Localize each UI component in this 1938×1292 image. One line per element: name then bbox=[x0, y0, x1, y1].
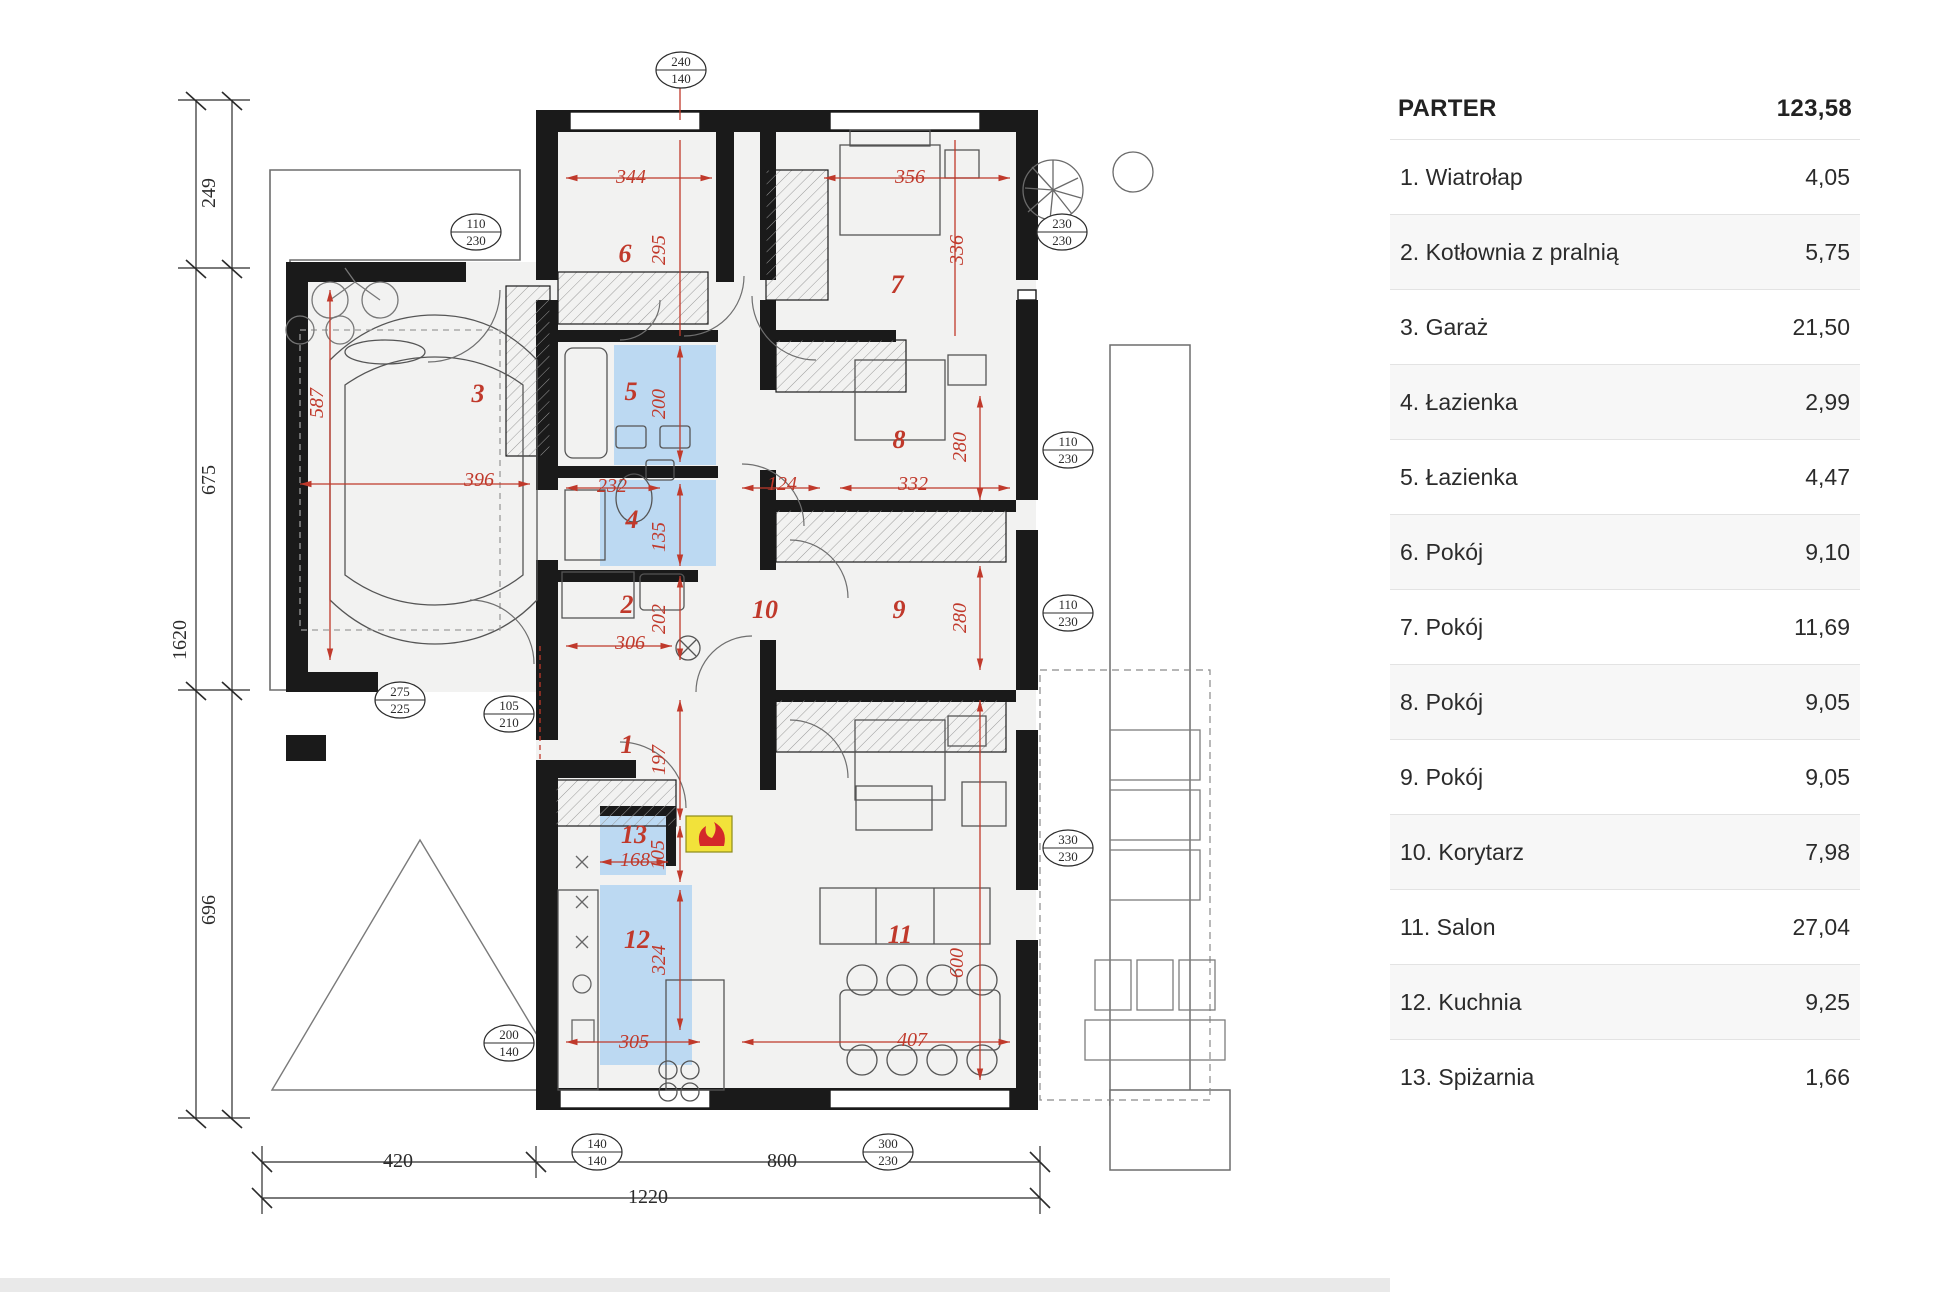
external-dimension-label: 800 bbox=[767, 1150, 797, 1172]
schedule-row bbox=[1390, 1039, 1860, 1114]
dimension-label: 396 bbox=[464, 469, 494, 491]
marker-top-value: 275 bbox=[390, 684, 410, 699]
schedule-row bbox=[1390, 589, 1860, 664]
marker-bottom-value: 230 bbox=[1052, 233, 1072, 248]
room-number: 7 bbox=[890, 270, 904, 299]
opening-marker bbox=[484, 1025, 534, 1061]
dimension-label: 280 bbox=[949, 603, 971, 633]
external-dimension-label: 249 bbox=[198, 178, 220, 208]
room-area: 9,25 bbox=[1805, 988, 1850, 1015]
marker-top-value: 300 bbox=[878, 1136, 898, 1151]
room-name: 5. Łazienka bbox=[1400, 463, 1518, 490]
dimension-label: 324 bbox=[648, 945, 670, 975]
dimension-label: 197 bbox=[648, 745, 670, 775]
room-name: 2. Kotłownia z pralnią bbox=[1400, 238, 1619, 265]
room-name: 12. Kuchnia bbox=[1400, 988, 1522, 1015]
schedule-title: PARTER bbox=[1398, 95, 1497, 122]
marker-bottom-value: 230 bbox=[1058, 849, 1078, 864]
room-area: 1,66 bbox=[1805, 1063, 1850, 1090]
schedule-total-area: 123,58 bbox=[1776, 95, 1852, 122]
marker-bottom-value: 225 bbox=[390, 701, 410, 716]
room-area: 4,05 bbox=[1805, 163, 1850, 190]
dimension-label: 344 bbox=[616, 166, 646, 188]
room-number: 3 bbox=[471, 379, 485, 408]
dimension-label: 168 bbox=[620, 849, 650, 871]
room-area: 9,10 bbox=[1805, 538, 1850, 565]
room-number: 9 bbox=[892, 595, 906, 624]
schedule-row bbox=[1390, 214, 1860, 289]
external-dimension-label: 1620 bbox=[169, 620, 191, 660]
room-area: 11,69 bbox=[1794, 613, 1850, 640]
schedule-row bbox=[1390, 439, 1860, 514]
opening-marker bbox=[1043, 830, 1093, 866]
marker-top-value: 110 bbox=[1058, 597, 1078, 612]
schedule-row bbox=[1390, 889, 1860, 964]
room-schedule bbox=[1390, 95, 1860, 1114]
room-area: 7,98 bbox=[1805, 838, 1850, 865]
dimension-label: 124 bbox=[767, 473, 797, 495]
dimension-label: 295 bbox=[648, 235, 670, 265]
dimension-label: 280 bbox=[949, 432, 971, 462]
dimension-label: 135 bbox=[648, 522, 670, 552]
room-name: 10. Korytarz bbox=[1400, 838, 1524, 865]
room-number: 8 bbox=[892, 425, 906, 454]
marker-top-value: 140 bbox=[587, 1136, 607, 1151]
schedule-row bbox=[1390, 139, 1860, 214]
dimension-label: 336 bbox=[946, 235, 968, 265]
external-dimension-label: 675 bbox=[198, 465, 220, 495]
room-area: 9,05 bbox=[1805, 688, 1850, 715]
schedule-row bbox=[1390, 814, 1860, 889]
opening-marker bbox=[656, 52, 706, 88]
schedule-row bbox=[1390, 289, 1860, 364]
dimension-label: 305 bbox=[619, 1031, 649, 1053]
marker-bottom-value: 140 bbox=[587, 1153, 607, 1168]
room-area: 21,50 bbox=[1792, 313, 1850, 340]
room-number: 4 bbox=[625, 505, 639, 534]
marker-top-value: 105 bbox=[499, 698, 519, 713]
marker-bottom-value: 230 bbox=[466, 233, 486, 248]
room-area: 9,05 bbox=[1805, 763, 1850, 790]
opening-marker bbox=[1043, 595, 1093, 631]
heater-symbol bbox=[686, 816, 732, 852]
dimension-label: 306 bbox=[615, 632, 645, 654]
room-name: 8. Pokój bbox=[1400, 688, 1484, 715]
marker-top-value: 110 bbox=[1058, 434, 1078, 449]
opening-marker bbox=[1043, 432, 1093, 468]
room-name: 7. Pokój bbox=[1400, 613, 1484, 640]
room-name: 11. Salon bbox=[1400, 913, 1496, 940]
dimension-label: 232 bbox=[597, 475, 627, 497]
room-area: 2,99 bbox=[1805, 388, 1850, 415]
schedule-row bbox=[1390, 514, 1860, 589]
marker-top-value: 200 bbox=[499, 1027, 519, 1042]
dimension-label: 202 bbox=[648, 604, 670, 634]
opening-marker bbox=[451, 214, 501, 250]
external-dimension-label: 420 bbox=[383, 1150, 413, 1172]
marker-bottom-value: 140 bbox=[671, 71, 691, 86]
dimension-label: 600 bbox=[946, 948, 968, 978]
dimension-label: 105 bbox=[647, 840, 669, 870]
external-dimension-label: 1220 bbox=[628, 1186, 668, 1208]
marker-top-value: 110 bbox=[466, 216, 486, 231]
marker-top-value: 330 bbox=[1058, 832, 1078, 847]
room-area: 4,47 bbox=[1805, 463, 1850, 490]
marker-bottom-value: 230 bbox=[1058, 451, 1078, 466]
dimension-label: 332 bbox=[898, 473, 928, 495]
room-number: 5 bbox=[624, 377, 638, 406]
schedule-header bbox=[1390, 95, 1860, 139]
room-area: 27,04 bbox=[1792, 913, 1850, 940]
room-name: 13. Spiżarnia bbox=[1400, 1063, 1535, 1090]
opening-marker bbox=[572, 1134, 622, 1170]
room-number: 6 bbox=[618, 239, 632, 268]
marker-bottom-value: 210 bbox=[499, 715, 519, 730]
schedule-row bbox=[1390, 364, 1860, 439]
dimension-label: 200 bbox=[648, 389, 670, 419]
room-name: 9. Pokój bbox=[1400, 763, 1484, 790]
room-number: 11 bbox=[887, 920, 913, 949]
schedule-row bbox=[1390, 964, 1860, 1039]
opening-marker bbox=[863, 1134, 913, 1170]
bottom-strip bbox=[0, 1278, 1390, 1292]
external-dimension-label: 696 bbox=[198, 895, 220, 925]
opening-marker bbox=[1037, 214, 1087, 250]
room-name: 6. Pokój bbox=[1400, 538, 1484, 565]
dimension-label: 356 bbox=[895, 166, 925, 188]
schedule-rows bbox=[1390, 139, 1860, 1114]
room-number: 2 bbox=[620, 590, 634, 619]
marker-bottom-value: 140 bbox=[499, 1044, 519, 1059]
marker-bottom-value: 230 bbox=[1058, 614, 1078, 629]
marker-bottom-value: 230 bbox=[878, 1153, 898, 1168]
room-number: 10 bbox=[752, 595, 778, 624]
opening-marker bbox=[484, 696, 534, 732]
room-name: 3. Garaż bbox=[1400, 313, 1489, 340]
room-area: 5,75 bbox=[1805, 238, 1850, 265]
schedule-row bbox=[1390, 739, 1860, 814]
dimension-label: 407 bbox=[897, 1029, 927, 1051]
marker-top-value: 230 bbox=[1052, 216, 1072, 231]
room-number: 13 bbox=[621, 820, 647, 849]
room-number: 12 bbox=[624, 925, 650, 954]
marker-top-value: 240 bbox=[671, 54, 691, 69]
room-name: 4. Łazienka bbox=[1400, 388, 1518, 415]
room-number: 1 bbox=[620, 730, 634, 759]
opening-marker bbox=[375, 682, 425, 718]
room-name: 1. Wiatrołap bbox=[1400, 163, 1523, 190]
dimension-label: 587 bbox=[306, 388, 328, 418]
schedule-row bbox=[1390, 664, 1860, 739]
